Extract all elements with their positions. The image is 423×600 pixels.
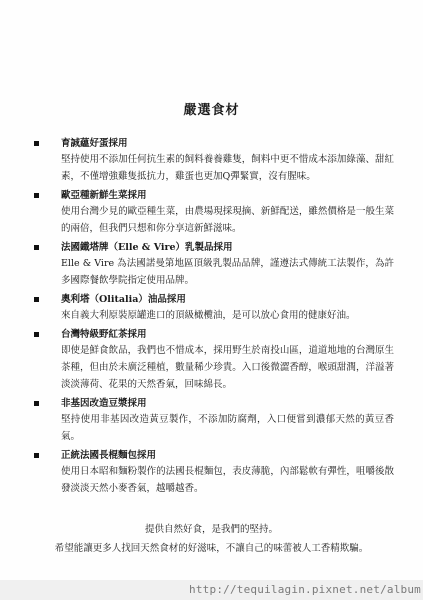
square-bullet-icon <box>34 453 39 458</box>
list-item <box>34 449 394 497</box>
footer-line-2: 希望能讓更多人找回天然食材的好滋味，不讓自己的味蕾被人工香精欺騙。 <box>54 543 369 554</box>
square-bullet-icon <box>34 245 39 250</box>
square-bullet-icon <box>34 332 39 337</box>
item-title: 育誠蘊好蛋採用 <box>61 138 128 149</box>
list-item <box>34 241 394 289</box>
item-title: 法國鐵塔牌（Elle & Vire）乳製品採用 <box>61 242 233 253</box>
item-title: 奧利塔（Olitalia）油品採用 <box>61 294 186 305</box>
item-title: 非基因改造豆漿採用 <box>61 398 147 409</box>
item-description: Elle & Vire 為法國諾曼第地區頂級乳製品品牌，謹遵法式傳統工法製作，為許多國際餐飲學院指定使用品牌。 <box>61 258 394 286</box>
item-title: 台灣特級野紅茶採用 <box>61 329 147 340</box>
list-item <box>34 293 394 324</box>
item-description: 堅持使用不添加任何抗生素的飼料養養雞隻，飼料中更不惜成本添加綠藻、甜紅素，不僅增強雞隻抵抗力，雞蛋也更加Q彈緊實，沒有腥味。 <box>61 154 394 182</box>
watermark-url: http://tequilagin.pixnet.net/album <box>189 583 421 596</box>
square-bullet-icon <box>34 297 39 302</box>
square-bullet-icon <box>34 193 39 198</box>
item-title: 歐亞種新鮮生菜採用 <box>61 190 147 201</box>
item-description: 即使是鮮食飲品，我們也不惜成本，採用野生於南投山區，道道地地的台灣原生茶種，但由於未廣泛種植，數量稀少珍貴。入口後微澀香醇，喉頭甜潤，洋溢著淡淡薄荷、花果的天然香氣，回味綿長。 <box>61 345 394 390</box>
watermark-bar <box>0 580 423 600</box>
item-title: 正統法國長棍麵包採用 <box>61 450 157 461</box>
item-description: 使用日本昭和麵粉製作的法國長棍麵包，表皮薄脆，內部鬆軟有彈性，咀嚼後散發淡淡天然小麥香氣，越嚼越香。 <box>61 466 394 494</box>
list-item <box>34 397 394 445</box>
square-bullet-icon <box>34 141 39 146</box>
list-item <box>34 137 394 185</box>
list-item <box>34 189 394 237</box>
ingredient-list <box>34 137 394 501</box>
square-bullet-icon <box>34 401 39 406</box>
footer-line-1: 提供自然好食，是我們的堅持。 <box>144 524 278 535</box>
list-item <box>34 328 394 393</box>
page-title: 嚴選食材 <box>183 103 240 118</box>
item-description: 來自義大利原裝原罐進口的頂級橄欖油，是可以放心食用的健康好油。 <box>61 310 356 321</box>
item-description: 使用台灣少見的歐亞種生菜，由農場現採現摘、新鮮配送，雖然價格是一般生菜的兩倍，但我們只想和你分享這新鮮滋味。 <box>61 206 394 234</box>
item-description: 堅持使用非基因改造黃豆製作，不添加防腐劑，入口便嘗到濃郁天然的黃豆香氣。 <box>61 414 394 442</box>
